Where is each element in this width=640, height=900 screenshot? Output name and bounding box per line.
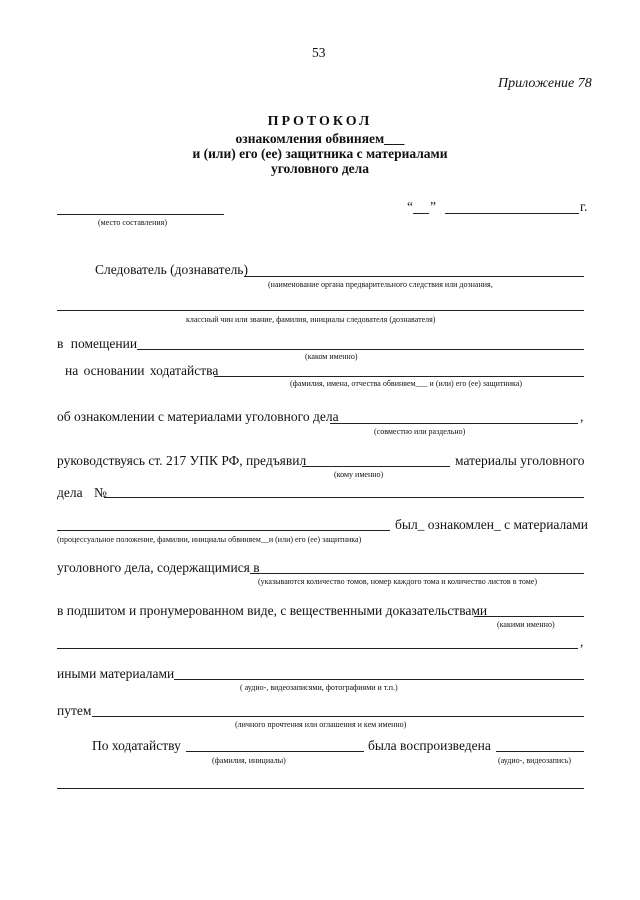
petition-basis-field[interactable] [214, 376, 584, 377]
investigator-org-caption: (наименование органа предварительного следствия или дознания, [268, 280, 493, 289]
date-month-year-field[interactable] [445, 213, 579, 214]
method-label: путем [57, 703, 92, 718]
page-number: 53 [312, 45, 326, 60]
evidence-label: в подшитом и пронумерованном виде, с вещественными доказательствами [57, 603, 488, 618]
place-caption: (место составления) [98, 218, 167, 227]
method-caption: (личного прочтения или оглашения и кем именно) [235, 720, 407, 729]
date-day-field[interactable] [413, 213, 429, 214]
evidence-caption: (какими именно) [497, 620, 555, 629]
premises-label: в помещении [57, 336, 138, 351]
review-field[interactable] [330, 423, 578, 424]
petition-played-label-mid: была воспроизведена [368, 738, 491, 753]
appendix-label: Приложение 78 [498, 76, 592, 91]
review-comma: , [580, 409, 584, 424]
guided-label-end: материалы уголовного [455, 453, 585, 468]
title-line-3: уголовного дела [271, 161, 369, 176]
familiarized-text: был_ ознакомлен_ с материалами [395, 517, 589, 532]
date-year-suffix: г. [580, 199, 588, 214]
contained-caption: (указываются количество томов, номер каждого тома и количество листов в томе) [258, 577, 537, 586]
investigator-rank-field[interactable] [57, 310, 584, 311]
document-title: ПРОТОКОЛ [267, 114, 373, 129]
evidence-continuation-field[interactable] [57, 648, 578, 649]
contained-label: уголовного дела, содержащимися в [57, 560, 260, 575]
other-materials-field[interactable] [174, 679, 584, 680]
premises-field[interactable] [137, 349, 584, 350]
other-materials-caption: ( аудио-, видеозаписями, фотографиями и т.п.) [240, 683, 398, 692]
petition-played-names-caption: (фамилия, инициалы) [212, 756, 286, 765]
title-line-1: ознакомления обвиняем___ [235, 131, 405, 146]
petition-played-names-field[interactable] [186, 751, 364, 752]
investigator-field[interactable] [244, 276, 584, 277]
date-open-quote: “ [407, 199, 413, 214]
guided-caption: (кому именно) [334, 470, 384, 479]
familiarized-caption: (процессуальное положение, фамилии, инициалы обвиняем__и (или) его (ее) защитника) [57, 535, 362, 544]
place-field[interactable] [57, 214, 224, 215]
familiarized-persons-field[interactable] [57, 530, 390, 531]
case-number-field[interactable] [104, 497, 584, 498]
guided-recipient-field[interactable] [302, 466, 450, 467]
case-number-label: дела № [57, 485, 107, 500]
evidence-comma: , [580, 634, 584, 649]
final-blank-field[interactable] [57, 788, 584, 789]
review-label: об ознакомлении с материалами уголовного дела [57, 409, 339, 424]
title-line-2: и (или) его (ее) защитника с материалами [192, 146, 448, 161]
evidence-field[interactable] [474, 616, 584, 617]
guided-label-start: руководствуясь ст. 217 УПК РФ, предъявил [57, 453, 307, 468]
petition-basis-label: на основании ходатайства [65, 363, 219, 378]
investigator-rank-caption: классный чин или звание, фамилия, инициалы следователя (дознавателя) [186, 315, 436, 324]
investigator-label: Следователь (дознаватель) [95, 262, 248, 277]
review-caption: (совместно или раздельно) [374, 427, 466, 436]
premises-caption: (каком именно) [305, 352, 358, 361]
contained-field[interactable] [250, 573, 584, 574]
petition-played-media-field[interactable] [496, 751, 584, 752]
petition-played-label-start: По ходатайству [92, 738, 181, 753]
petition-played-media-caption: (аудио-, видеозапись) [498, 756, 572, 765]
other-materials-label: иными материалами [57, 666, 175, 681]
method-field[interactable] [92, 716, 584, 717]
petition-basis-caption: (фамилия, имена, отчества обвиняем___ и (или) его (ее) защитника) [290, 379, 522, 388]
date-close-quote: ” [430, 199, 436, 214]
